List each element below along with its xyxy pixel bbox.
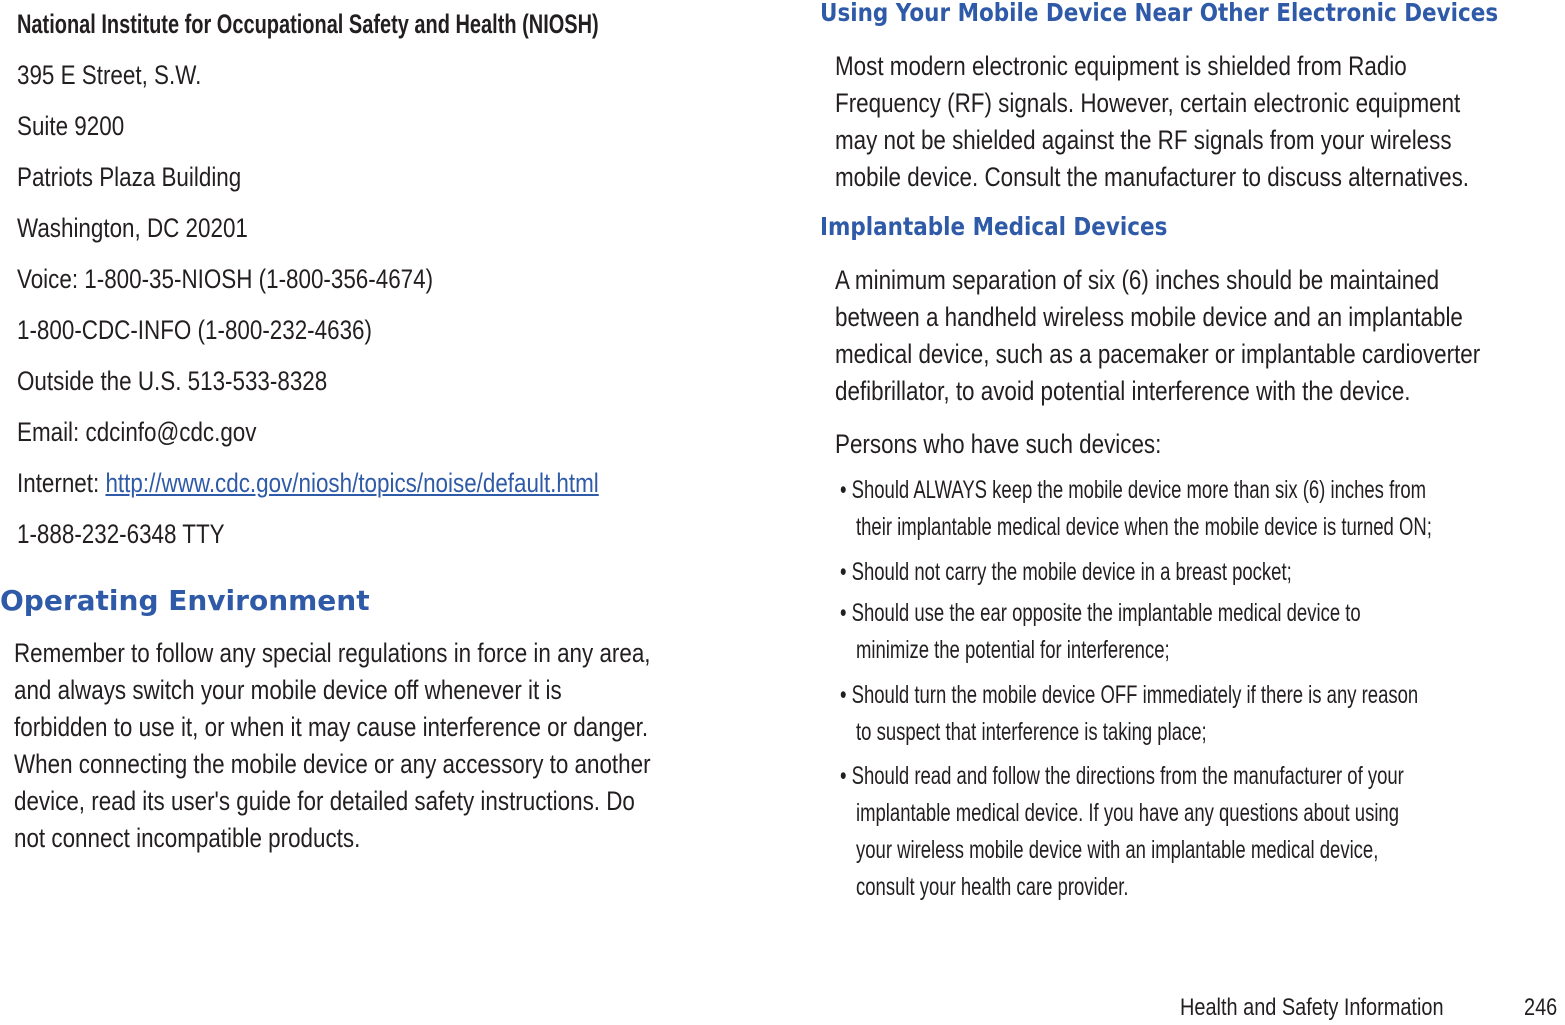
cdc-info-line: 1-800-CDC-INFO (1-800-232-4636) (17, 315, 372, 345)
operating-paragraph-line: Remember to follow any special regulations in force in any area, (14, 638, 651, 668)
electronic-paragraph-line: Most modern electronic equipment is shielded from Radio (835, 51, 1407, 81)
operating-paragraph-line: When connecting the mobile device or any accessory to another (14, 749, 651, 779)
operating-paragraph-line: and always switch your mobile device off whenever it is (14, 675, 562, 705)
tty-line: 1-888-232-6348 TTY (17, 519, 225, 549)
address-line: Washington, DC 20201 (17, 213, 248, 243)
footer-section-title: Health and Safety Information (1180, 994, 1444, 1021)
operating-paragraph-line: forbidden to use it, or when it may cause interference or danger. (14, 712, 649, 742)
address-line: Suite 9200 (17, 111, 125, 141)
implant-paragraph-line: medical device, such as a pacemaker or implantable cardioverter (835, 339, 1481, 369)
operating-environment-heading: Operating Environment (0, 584, 370, 617)
electronic-paragraph-line: Frequency (RF) signals. However, certain electronic equipment (835, 88, 1461, 118)
bullet-item-continuation: consult your health care provider. (856, 873, 1129, 901)
electronic-paragraph-line: may not be shielded against the RF signals from your wireless (835, 125, 1452, 155)
internet-line (17, 467, 718, 499)
persons-intro: Persons who have such devices: (835, 429, 1162, 459)
implant-paragraph-line: between a handheld wireless mobile device and an implantable (835, 302, 1463, 332)
electronic-paragraph-line: mobile device. Consult the manufacturer to discuss alternatives. (835, 162, 1470, 192)
org-title: National Institute for Occupational Safety and Health (NIOSH) (17, 9, 599, 39)
bullet-item: • Should not carry the mobile device in a breast pocket; (840, 558, 1292, 586)
bullet-item: • Should turn the mobile device OFF immediately if there is any reason (840, 681, 1419, 709)
outside-us-line: Outside the U.S. 513-533-8328 (17, 366, 328, 396)
address-line: 395 E Street, S.W. (17, 60, 202, 90)
implant-paragraph-line: defibrillator, to avoid potential interference with the device. (835, 376, 1411, 406)
bullet-item-continuation: their implantable medical device when the mobile device is turned ON; (856, 513, 1432, 541)
niosh-noise-link[interactable]: http://www.cdc.gov/niosh/topics/noise/default.html (105, 468, 599, 498)
voice-line: Voice: 1-800-35-NIOSH (1-800-356-4674) (17, 264, 434, 294)
operating-paragraph-line: not connect incompatible products. (14, 823, 361, 853)
internet-label: Internet: (17, 468, 106, 498)
implantable-devices-heading: Implantable Medical Devices (820, 212, 1168, 241)
bullet-item: • Should use the ear opposite the implantable medical device to (840, 599, 1361, 627)
bullet-item-continuation: to suspect that interference is taking place; (856, 718, 1207, 746)
bullet-item-continuation: your wireless mobile device with an implantable medical device, (856, 836, 1379, 864)
address-line: Patriots Plaza Building (17, 162, 242, 192)
bullet-item-continuation: minimize the potential for interference; (856, 636, 1170, 664)
bullet-item: • Should ALWAYS keep the mobile device more than six (6) inches from (840, 476, 1427, 504)
operating-paragraph-line: device, read its user's guide for detailed safety instructions. Do (14, 786, 635, 816)
page-number: 246 (1524, 994, 1558, 1021)
email-line: Email: cdcinfo@cdc.gov (17, 417, 257, 447)
bullet-item-continuation: implantable medical device. If you have any questions about using (856, 799, 1400, 827)
electronic-devices-heading: Using Your Mobile Device Near Other Electronic Devices (820, 0, 1499, 27)
implant-paragraph-line: A minimum separation of six (6) inches should be maintained (835, 265, 1440, 295)
bullet-item: • Should read and follow the directions from the manufacturer of your (840, 762, 1404, 790)
